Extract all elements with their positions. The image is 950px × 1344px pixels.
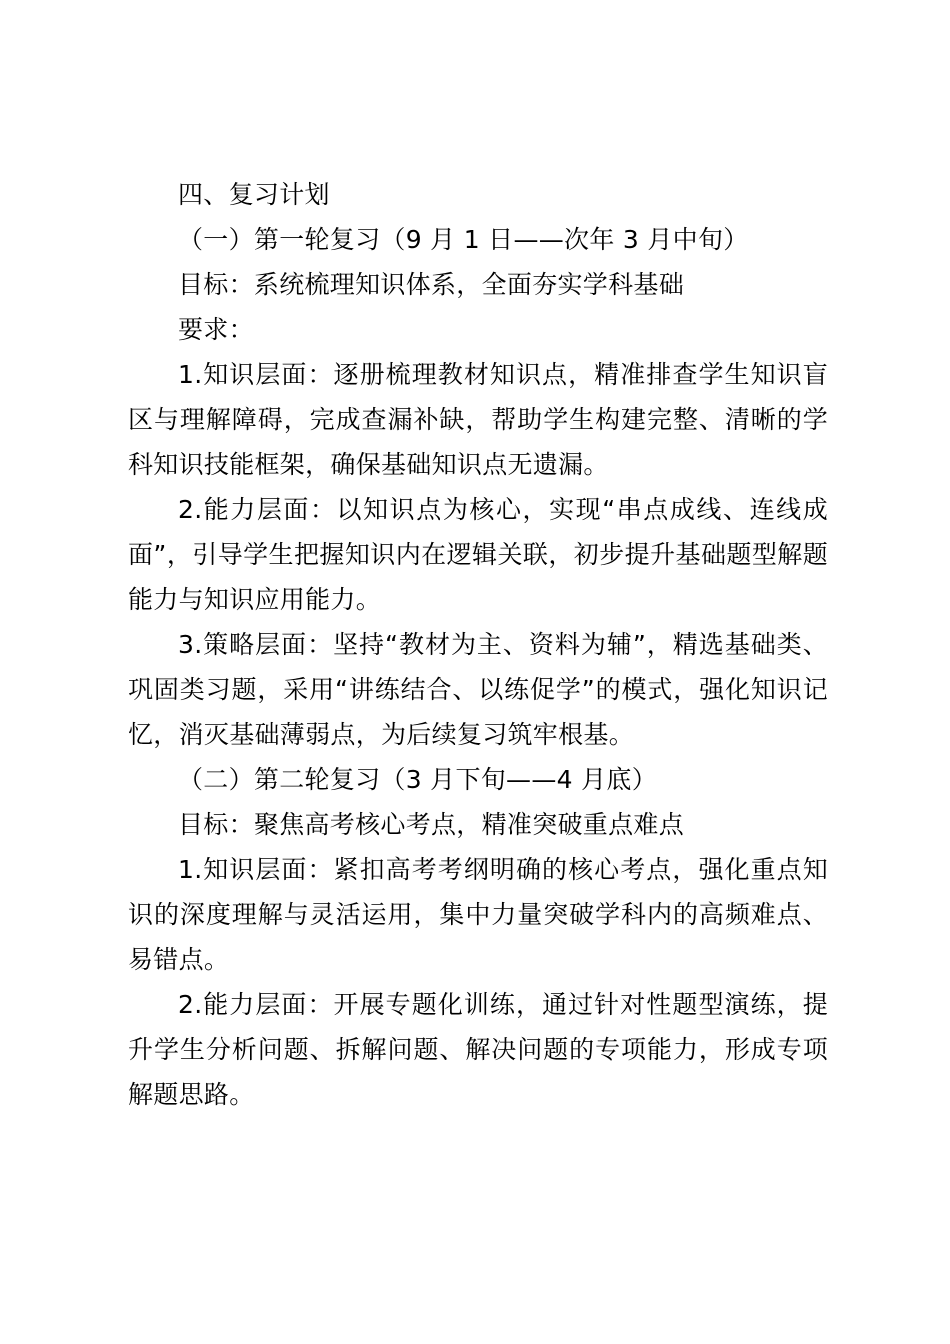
round1-item-strategy: 3.策略层面：坚持“教材为主、资料为辅”，精选基础类、巩固类习题，采用“讲练结合、以练促学”的模式，强化知识记忆，消灭基础薄弱点，为后续复习筑牢根基。 xyxy=(128,630,828,749)
round1-item-ability: 2.能力层面：以知识点为核心，实现“串点成线、连线成面”，引导学生把握知识内在逻辑关联，初步提升基础题型解题能力与知识应用能力。 xyxy=(128,495,828,614)
round1-title: （一）第一轮复习（9 月 1 日——次年 3 月中旬） xyxy=(178,225,749,254)
round1-goal: 目标：系统梳理知识体系，全面夯实学科基础 xyxy=(178,270,685,299)
round2-goal: 目标：聚焦高考核心考点，精准突破重点难点 xyxy=(178,810,685,839)
round1-item-knowledge: 1.知识层面：逐册梳理教材知识点，精准排查学生知识盲区与理解障碍，完成查漏补缺，帮助学生构建完整、清晰的学科知识技能框架，确保基础知识点无遗漏。 xyxy=(128,360,828,479)
document-body xyxy=(128,172,828,1117)
round1-requirements-label: 要求： xyxy=(178,315,254,344)
round2-item-knowledge: 1.知识层面：紧扣高考考纲明确的核心考点，强化重点知识的深度理解与灵活运用，集中力量突破学科内的高频难点、易错点。 xyxy=(128,855,828,974)
round2-item-ability: 2.能力层面：开展专题化训练，通过针对性题型演练，提升学生分析问题、拆解问题、解决问题的专项能力，形成专项解题思路。 xyxy=(128,990,828,1109)
section-heading: 四、复习计划 xyxy=(178,180,330,209)
round2-title: （二）第二轮复习（3 月下旬——4 月底） xyxy=(178,765,658,794)
